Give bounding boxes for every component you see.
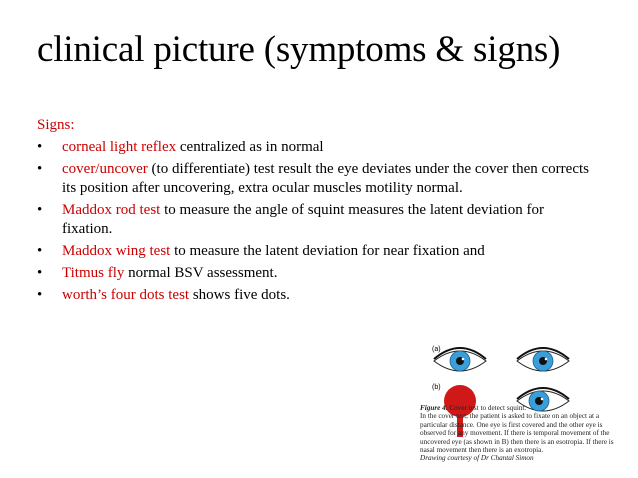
sign-name: Maddox wing test — [62, 243, 171, 259]
sign-description: shows five dots. — [189, 287, 290, 303]
list-item — [37, 160, 597, 198]
eye-icon — [434, 348, 486, 371]
bullet-icon: • — [37, 202, 43, 218]
slide-title: clinical picture (symptoms & signs) — [37, 29, 561, 70]
list-item — [37, 242, 597, 261]
bullet-icon: • — [37, 161, 43, 177]
sign-description: to measure the angle of squint measures the latent deviation for fixation. — [62, 202, 544, 237]
bullet-icon: • — [37, 139, 43, 155]
sign-name: cover/uncover — [62, 161, 148, 177]
panel-a-label: (a) — [432, 346, 441, 353]
caption-title-rest: Cover test to detect squint. — [447, 404, 527, 412]
figure-caption — [420, 404, 620, 463]
signs-list — [37, 138, 597, 308]
list-item — [37, 264, 597, 283]
caption-credit: Drawing courtesy of Dr Chantal Simon — [420, 454, 534, 463]
caption-title: Figure 4. — [420, 404, 448, 412]
signs-heading: Signs: — [37, 117, 75, 133]
sign-description: normal BSV assessment. — [124, 265, 278, 281]
bullet-icon: • — [37, 265, 43, 281]
caption-body: In the cover test, the patient is asked to fixate on an object at a particular distance. One eye is first covered and the other eye is observed for any movement. If there is temporal movement of the uncovered eye (as shown in B) then there is an esotropia. If there is nasal movement then there is an exotropia. — [420, 412, 614, 455]
bullet-icon: • — [37, 243, 43, 259]
sign-name: Titmus fly — [62, 265, 125, 281]
list-item — [37, 201, 597, 239]
sign-description: to measure the latent deviation for near fixation and — [170, 243, 485, 259]
bullet-icon: • — [37, 287, 43, 303]
eye-icon — [517, 348, 569, 371]
sign-name: Maddox rod test — [62, 202, 161, 218]
panel-b-label: (b) — [432, 384, 441, 391]
sign-name: worth’s four dots test — [62, 287, 190, 303]
sign-description: centralized as in normal — [176, 139, 324, 155]
list-item — [37, 138, 597, 157]
sign-name: corneal light reflex — [62, 139, 177, 155]
sign-description: (to differentiate) test result the eye deviates under the cover then corrects its position after uncovering, extra ocular muscles motility normal. — [62, 161, 589, 196]
